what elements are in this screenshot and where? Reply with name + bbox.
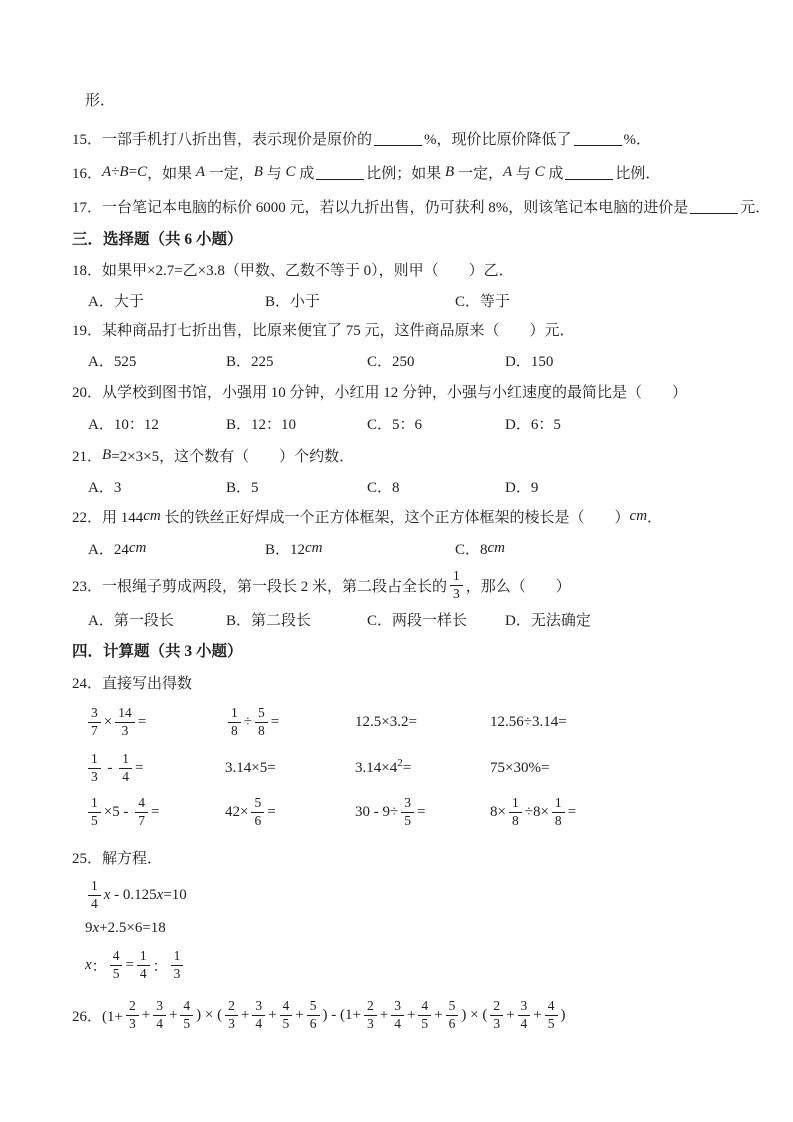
fraction: $\frac{4}{5}$ [180,999,193,1032]
variable: C [137,163,148,180]
text-run: + [506,1006,515,1023]
blank-underline [374,130,422,146]
variable: x [92,919,100,936]
fraction: $\frac{4}{5}$ [110,949,123,982]
variable: x [85,956,92,973]
option-d: D．6：5 [505,416,561,433]
fraction: $\frac{3}{7}$ [88,706,101,739]
text-run: +2.5×6=18 [99,919,166,936]
text-run: 21． [72,448,103,465]
text-run: 15．一部手机打八折出售，表示现价是原价的 [72,131,373,148]
fraction: $\frac{1}{8}$ [552,796,565,829]
variable: B [102,446,112,463]
variable: A [195,163,206,180]
calc-item [490,788,576,836]
text-run: =10 [163,886,187,903]
question-26 [72,993,566,1037]
option-c: C．两段一样长 [367,612,468,629]
question-19-options [72,349,554,371]
calc-item [355,698,417,746]
question-21 [72,444,354,466]
variable: x [103,886,111,903]
variable: cm [128,539,147,556]
text-run: 3.14×4 [355,759,398,776]
text-run: + [268,1006,277,1023]
fraction: $\frac{1}{3}$ [88,752,101,785]
variable: cm [143,507,161,524]
text-run: = [135,759,144,776]
fraction: $\frac{3}{4}$ [518,999,531,1032]
text-run: 比例；如果 [366,165,446,182]
text-run: ，那么（ ） [465,578,571,595]
text-run: ÷8× [524,803,549,820]
text-run: 成 [544,165,564,182]
text-run: ： [91,958,107,975]
equation-2 [85,917,166,939]
text-run: =2×3×5，这个数有（ ）个约数． [111,448,355,465]
text-run: ÷ [111,163,120,180]
question-19: 19．某种商品打七折出售，比原来便宜了 75 元，这件商品原来（ ）元． [72,322,575,339]
text-run: = [567,803,577,820]
text-run: + [141,1006,151,1023]
variable: x [156,886,164,903]
variable: C [285,163,296,180]
text-run: 75×30%= [490,759,550,776]
text-run: 22．用 144 [72,509,144,526]
variable: B [445,163,455,180]
text-run: 26．(1+ [72,1008,123,1025]
option-c: C．等于 [455,293,511,310]
question-25: 25．解方程． [72,850,163,867]
blank-underline [316,164,364,180]
question-17 [72,195,770,217]
text-run: - [103,759,117,776]
section-3-header: 三．选择题（共 6 小题） [72,231,243,248]
option-c [455,537,505,559]
text-run: C．8 [455,541,488,558]
fraction: $\frac{1}{8}$ [509,796,522,829]
text-run: 与 [512,165,535,182]
text-run: ) - (1+ [322,1006,361,1023]
option-a: A．第一段长 [88,612,174,629]
option-c: C．8 [367,479,400,496]
variable: B [119,163,129,180]
superscript: 2 [397,757,403,769]
fraction: $\frac{4}{7}$ [135,796,148,829]
text-run: 17．一台笔记本电脑的标价 6000 元，若以九折出售，仍可获利 8%，则该笔记本电脑的进价是 [72,199,689,216]
fraction: $\frac{4}{5}$ [280,999,293,1032]
fraction: $\frac{1}{4}$ [88,879,101,912]
variable: A [502,163,513,180]
equation-3 [85,943,186,987]
fraction: $\frac{5}{6}$ [307,999,320,1032]
equation-1 [85,873,187,917]
fraction: $\frac{5}{8}$ [255,706,268,739]
text-run: 一定， [205,165,254,182]
variable: C [534,163,545,180]
calc-row-1 [72,698,567,746]
option-c: C．250 [367,353,415,370]
text-run: 成 [295,165,315,182]
blank-underline [565,164,613,180]
fraction: $\frac{5}{6}$ [446,999,459,1032]
fraction: $\frac{2}{3}$ [490,999,503,1032]
text-run: 一定， [454,165,503,182]
fraction: $\frac{3}{4}$ [153,999,166,1032]
text-run: ． [647,509,663,526]
blank-underline [574,130,622,146]
text-run: + [168,1006,178,1023]
option-b: B．小于 [265,293,321,310]
fraction: $\frac{1}{4}$ [137,949,150,982]
text-run: - 0.125 [110,886,157,903]
question-18: 18．如果甲×2.7=乙×3.8（甲数、乙数不等于 0），则甲（ ）乙． [72,262,514,279]
text-run: 8× [490,803,506,820]
calc-item [85,698,146,746]
text-run: ) × ( [196,1006,223,1023]
text-run: 9 [85,919,93,936]
calc-item [85,788,159,836]
text-run: 12.5×3.2= [355,713,417,730]
option-a: A．3 [88,479,122,496]
section-4-header: 四．计算题（共 3 小题） [72,643,243,660]
fraction: $\frac{4}{5}$ [418,999,431,1032]
option-d: D．150 [505,353,554,370]
variable: A [102,163,112,180]
variable: cm [487,539,506,556]
text-run: %． [623,131,652,148]
option-a: A．10：12 [88,416,159,433]
fraction: $\frac{2}{3}$ [126,999,139,1032]
text-run: = [137,713,147,730]
text-run: ÷ [243,713,252,730]
text-run: + [295,1006,304,1023]
variable: B [253,163,263,180]
calc-item [85,744,143,792]
text-run: = [128,163,138,180]
question-18-options [72,289,511,311]
text-run: 16． [72,165,103,182]
fraction: $\frac{1}{3}$ [450,569,463,602]
text-run: × [103,713,113,730]
question-21-options [72,475,539,497]
option-b [265,537,323,559]
fraction: $\frac{3}{4}$ [252,999,265,1032]
calc-row-2 [72,744,550,792]
text-run: %，现价比原价降低了 [424,131,572,148]
option-a: A．大于 [88,293,144,310]
fraction: $\frac{1}{4}$ [119,752,132,785]
text-run: = [150,803,160,820]
text-run: + [533,1006,542,1023]
text-run: 12.56÷3.14= [490,713,567,730]
option-b: B．12：10 [226,416,297,433]
continuation-text: 形． [85,92,116,109]
option-c: C．5：6 [367,416,423,433]
variable: cm [629,507,648,524]
text-run: = [125,956,134,973]
question-20: 20．从学校到图书馆，小强用 10 分钟，小红用 12 分钟，小强与小红速度的最简比是（ ） [72,384,688,401]
text-run: 比例． [615,165,661,182]
text-run: + [434,1006,443,1023]
calc-item [355,744,411,792]
calc-item [225,698,279,746]
calc-item [225,788,276,836]
fraction: $\frac{3}{4}$ [391,999,404,1032]
calc-item [355,788,425,836]
fraction: $\frac{4}{5}$ [545,999,558,1032]
text-run: = [270,713,280,730]
calc-item [490,744,549,792]
text-run: A．24 [88,541,129,558]
text-run: + [240,1006,250,1023]
fraction: $\frac{1}{3}$ [171,949,184,982]
fraction: $\frac{3}{5}$ [401,796,414,829]
question-20-options [72,412,561,434]
text-run: 元． [740,199,771,216]
calc-item [225,744,276,792]
text-run: = [402,759,412,776]
question-23 [72,563,571,607]
text-run: ，如果 [147,165,196,182]
option-d: D．无法确定 [505,612,591,629]
text-run: 30 - 9÷ [355,803,399,820]
question-15 [72,127,651,149]
calc-item [490,698,567,746]
fraction: $\frac{1}{5}$ [88,796,101,829]
text-run: ： [152,958,168,975]
text-run: 与 [262,165,286,182]
text-run: ) [560,1006,566,1023]
text-run: = [416,803,426,820]
text-run: ) × ( [461,1006,488,1023]
text-run: 长的铁丝正好焊成一个正方体框架，这个正方体框架的棱长是（ ） [160,509,630,526]
question-24: 24．直接写出得数 [72,675,193,692]
question-16 [72,161,660,183]
text-run: = [267,803,276,820]
text-run: + [406,1006,416,1023]
text-run: + [379,1006,389,1023]
question-22 [72,505,662,527]
fraction: $\frac{2}{3}$ [225,999,238,1032]
option-a [88,537,146,559]
question-23-options [72,608,591,630]
option-b: B．第二段长 [226,612,312,629]
text-run: 23．一根绳子剪成两段，第一段长 2 米，第二段占全长的 [72,578,448,595]
variable: cm [305,539,323,556]
option-b: B．225 [226,353,274,370]
fraction: $\frac{1}{8}$ [228,706,241,739]
question-22-options [72,537,506,559]
text-run: ×5 - [103,803,133,820]
calc-row-3 [72,788,577,836]
fraction: $\frac{14}{3}$ [115,706,135,739]
option-a: A．525 [88,353,137,370]
text-run: B．12 [265,541,306,558]
fraction: $\frac{5}{6}$ [251,796,264,829]
blank-underline [690,198,738,214]
option-b: B．5 [226,479,259,496]
option-d: D．9 [505,479,539,496]
text-run: 42× [225,803,249,820]
fraction: $\frac{2}{3}$ [364,999,377,1032]
text-run: 3.14×5= [225,759,276,776]
